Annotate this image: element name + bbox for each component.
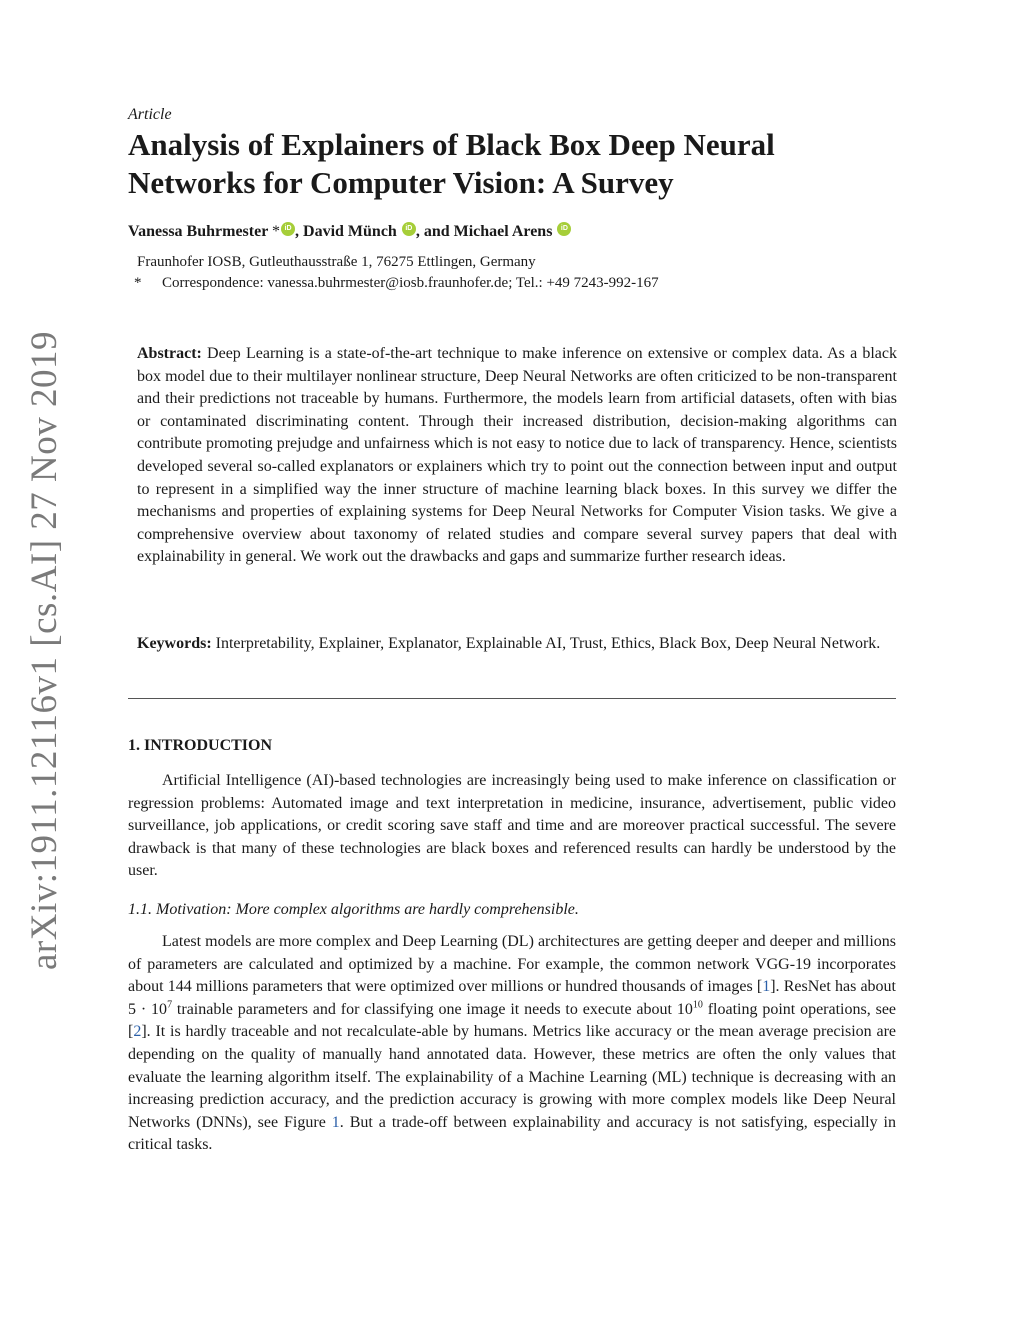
title-line-2: Networks for Computer Vision: A Survey — [128, 165, 674, 200]
abstract-label: Abstract: — [137, 345, 202, 362]
paragraph-text: ]. It is hardly traceable and not recalculate-able by humans. Metrics like accuracy or the mean average precision are depending on the quality of manually hand annotated data. However, these metrics are often the only values that evaluate the learning algorithm itself. The explainability of a Machine Learning (ML) technique is decreasing with an increasing prediction accuracy, and the prediction accuracy is growing with more complex models like Deep Neural Networks (DNNs), see Figure — [128, 1023, 896, 1131]
orcid-icon[interactable]: iD — [557, 222, 571, 236]
correspondence-line — [134, 275, 659, 292]
citation-link[interactable]: 1 — [762, 978, 771, 996]
affiliation: Fraunhofer IOSB, Gutleuthausstraße 1, 76275 Ettlingen, Germany — [137, 254, 536, 270]
section-divider — [128, 698, 896, 699]
keywords — [137, 633, 897, 656]
figure-link[interactable]: 1 — [331, 1113, 340, 1131]
arxiv-id-text: arXiv:1911.12116v1 [cs.AI] 27 Nov 2019 — [23, 330, 65, 970]
correspondence-text: Correspondence: vanessa.buhrmester@iosb.fraunhofer.de; Tel.: +49 7243-992-167 — [162, 275, 659, 291]
title-line-1: Analysis of Explainers of Black Box Deep Neural — [128, 127, 775, 162]
paragraph-text: ]. ResNet has about 5 · 10 — [128, 978, 897, 1018]
exponent: 7 — [167, 999, 173, 1011]
orcid-icon[interactable]: iD — [281, 222, 295, 236]
correspondence-mark: * — [134, 275, 142, 291]
intro-paragraph: Artificial Intelligence (AI)-based technologies are increasingly being used to make inference on classification or regression problems: Automated image and text interpretation in medicine, insurance, advertisement, public video surveillance, job applications, or credit scoring save staff and time and are moreover practical successful. The severe drawback is that many of these technologies are black boxes and referenced results can hardly be understood by the user. — [128, 772, 896, 880]
arxiv-sidebar — [20, 330, 68, 970]
author-name: Michael Arens — [453, 223, 553, 240]
author-list — [128, 222, 571, 241]
exponent: 10 — [692, 999, 703, 1011]
paragraph-text: Latest models are more complex and Deep Learning (DL) architectures are getting deeper and deeper and millions of parameters are calculated and optimized by a machine. For example, the common network VGG-19 incorporates about 144 millions parameters that were optimized over millions or hundred thousands of images [ — [128, 933, 896, 996]
section-heading: 1. INTRODUCTION — [128, 737, 273, 754]
keywords-text: Interpretability, Explainer, Explanator, Explainable AI, Trust, Ethics, Black Box, Deep Neural Network. — [215, 635, 881, 652]
orcid-icon[interactable]: iD — [402, 222, 416, 236]
author-name: Vanessa Buhrmester — [128, 223, 269, 240]
author-name: David Münch — [303, 223, 397, 240]
author-separator: , — [295, 223, 304, 240]
author-separator: , and — [415, 223, 454, 240]
keywords-label: Keywords: — [137, 635, 212, 652]
motivation-paragraph — [128, 931, 896, 1157]
corresponding-author-mark: * — [272, 223, 281, 240]
subsection-heading: 1.1. Motivation: More complex algorithms are hardly comprehensible. — [128, 901, 579, 918]
paragraph-text: . But a trade-off between explainability and accuracy is not satisfying, especially in critical tasks. — [128, 1113, 897, 1154]
article-type-label: Article — [128, 106, 172, 123]
abstract — [137, 343, 897, 569]
abstract-text: Deep Learning is a state-of-the-art technique to make inference on extensive or complex data. As a black box model due to their multilayer nonlinear structure, Deep Neural Networks are often criticized to be non-transparent and their predictions not traceable by humans. Furthermore, the models learn from artificial datasets, often with bias or contaminated discriminating content. Through their increased distribution, decision-making algorithms can contribute promoting prejudge and unfairness which is not easy to notice due to lack of transparency. Hence, scientists developed several so-called explanators or explainers which try to point out the connection between input and output to represent in a simplified way the inner structure of machine learning black boxes. In this survey we differ the mechanisms and properties of explaining systems for Deep Neural Networks for Computer Vision tasks. We give a comprehensive overview about taxonomy of related studies and compare several survey papers that deal with explainability in general. We work out the drawbacks and gaps and summarize further research ideas. — [137, 345, 897, 566]
paragraph-text: floating point operations, see [ — [128, 1000, 897, 1041]
citation-link[interactable]: 2 — [133, 1023, 142, 1041]
paragraph-text: trainable parameters and for classifying one image it needs to execute about 10 — [172, 1000, 693, 1018]
paper-title — [128, 126, 908, 202]
